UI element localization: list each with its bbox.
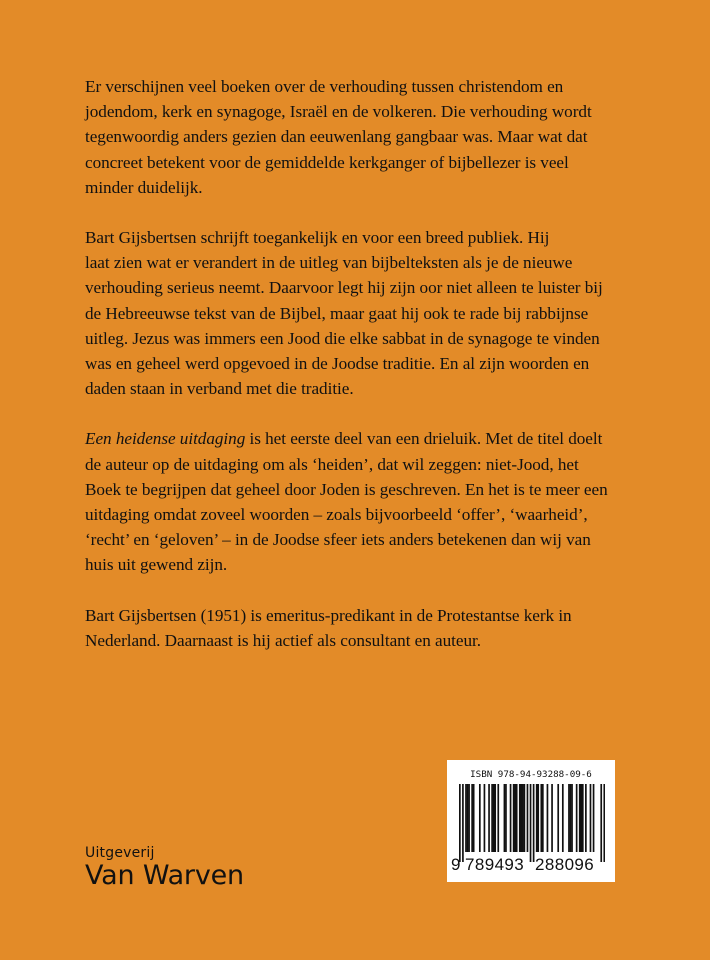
barcode-bar [603, 784, 605, 862]
barcode-bar [493, 784, 495, 852]
barcode-bar [527, 784, 529, 852]
barcode-bar [484, 784, 486, 852]
text-line: de Hebreeuwse tekst van de Bijbel, maar gaat hij ook te rade bij rabbijnse [85, 303, 589, 323]
barcode-bar [551, 784, 553, 852]
barcode-bar [600, 784, 602, 862]
text-fragment: is het eerste deel van een drieluik. Met de titel doelt [245, 429, 603, 449]
barcode-bar [536, 784, 538, 852]
barcode-bar [533, 784, 535, 862]
barcode-bar [514, 784, 516, 852]
text-line: uitdaging omdat zoveel woorden – zoals bijvoorbeeld ‘offer’, ‘waarheid’, [85, 505, 588, 525]
barcode-bar [522, 784, 524, 852]
text-line: concreet betekent voor de gemiddelde kerkganger of bijbellezer is veel [85, 152, 569, 172]
text-line: uitleg. Jezus was immers een Jood die elke sabbat in de synagoge te vinden [85, 328, 600, 348]
text-line: de auteur op de uitdaging om als ‘heiden’, dat wil zeggen: niet-Jood, het [85, 454, 579, 474]
text-line: Nederland. Daarnaast is hij actief als consultant en auteur. [85, 630, 481, 650]
barcode-bar [520, 784, 522, 852]
barcode-bar [570, 784, 572, 852]
barcode-bar [479, 784, 481, 852]
text-line [85, 426, 645, 451]
barcode-bar [497, 784, 499, 852]
barcode-bar [580, 784, 582, 852]
text-line: Boek te begrijpen dat geheel door Joden is geschreven. En het is te meer een [85, 479, 608, 499]
isbn-label: ISBN 978-94-93288-09-6 [470, 769, 592, 780]
barcode-bar [491, 784, 493, 852]
barcode-bar [510, 784, 512, 852]
publisher-logo [85, 845, 244, 891]
text-line: jodendom, kerk en synagoge, Israël en de volkeren. Die verhouding wordt [85, 102, 592, 122]
barcode-bar [465, 784, 467, 852]
barcode-bar [462, 784, 464, 862]
book-title-italic: Een heidense uitdaging [85, 429, 246, 449]
barcode-bar [571, 784, 573, 852]
barcode-bar [585, 784, 587, 852]
barcode-bar [562, 784, 564, 852]
barcode-bar [542, 784, 544, 852]
barcode-bar [593, 784, 595, 852]
paragraph-author-bio [85, 603, 645, 653]
barcode-bar [467, 784, 469, 852]
barcode-digit-group-right: 288096 [535, 855, 595, 874]
text-line: verhouding serieus neemt. Daarvoor legt hij zijn oor niet alleen te luister bij [85, 278, 603, 298]
barcode-bar [473, 784, 475, 852]
text-line: Er verschijnen veel boeken over de verhouding tussen christendom en [85, 77, 564, 96]
paragraph-author-approach [85, 225, 645, 401]
text-line: laat zien wat er verandert in de uitleg van bijbelteksten als je de nieuwe [85, 253, 573, 273]
text-line: huis uit gewend zijn. [85, 555, 228, 575]
barcode-bar [504, 784, 506, 852]
isbn-barcode [447, 760, 615, 882]
barcode-bar [537, 784, 539, 852]
barcode-bar [459, 784, 461, 862]
paragraph-intro [85, 74, 645, 200]
barcode-bar [524, 784, 526, 852]
text-line: Bart Gijsbertsen schrijft toegankelijk en voor een breed publiek. Hij [85, 228, 550, 248]
barcode-bar [471, 784, 473, 852]
barcode-bar [468, 784, 470, 852]
barcode-bar [505, 784, 507, 852]
text-line: ‘recht’ en ‘geloven’ – in de Joodse sfeer iets anders betekenen dan wij van [85, 530, 591, 550]
barcode-bar [590, 784, 592, 852]
paragraph-book-description [85, 426, 645, 577]
barcode-lead-digit: 9 [451, 855, 461, 874]
barcode-bar [513, 784, 515, 852]
barcode-bar [568, 784, 570, 852]
text-line: tegenwoordig anders gezien dan eeuwenlang gangbaar was. Maar wat dat [85, 127, 588, 147]
barcode-digit-group-left: 789493 [465, 855, 525, 874]
barcode-bar [582, 784, 584, 852]
barcode-bars [459, 784, 605, 862]
barcode-bar [557, 784, 559, 852]
text-line: was en geheel werd opgevoed in de Joodse traditie. En al zijn woorden en [85, 354, 590, 374]
back-cover-text [85, 74, 645, 678]
barcode-bar [547, 784, 549, 852]
publisher-label: Uitgeverij [85, 845, 155, 861]
barcode-bar [494, 784, 496, 852]
text-line: Bart Gijsbertsen (1951) is emeritus-predikant in de Protestantse kerk in [85, 605, 572, 625]
barcode-bar [519, 784, 521, 852]
barcode-bar [576, 784, 578, 852]
text-line: daden staan in verband met die traditie. [85, 379, 354, 399]
barcode-bar [488, 784, 490, 852]
barcode-bar [579, 784, 581, 852]
publisher-name: Van Warven [85, 860, 244, 891]
barcode-bar [540, 784, 542, 852]
barcode-bar [530, 784, 532, 862]
barcode-bar [516, 784, 518, 852]
text-line: minder duidelijk. [85, 177, 203, 197]
